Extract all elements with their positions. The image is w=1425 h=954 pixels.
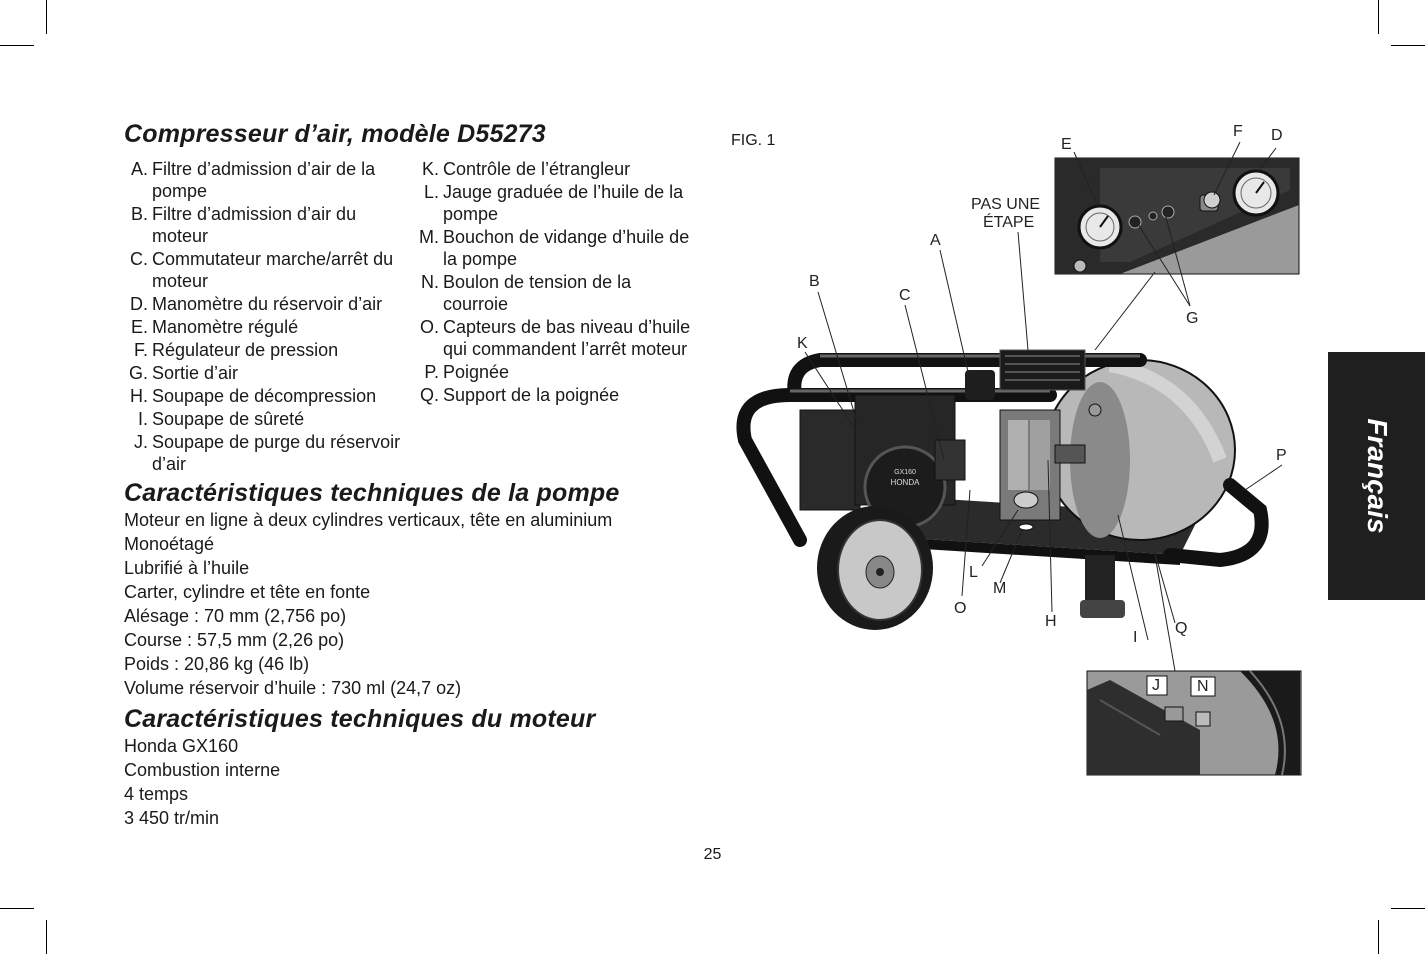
figure-label: FIG. 1: [731, 132, 776, 149]
part-text: Régulateur de pression: [152, 340, 339, 360]
callout-p: P: [1276, 447, 1287, 464]
part-letter: L.: [423, 182, 439, 202]
callout-i: I: [1133, 629, 1138, 646]
part-letter: Q.: [419, 385, 439, 405]
pump-spec-item: Alésage : 70 mm (2,756 po): [124, 606, 347, 626]
pump-spec-item: Carter, cylindre et tête en fonte: [124, 582, 371, 602]
part-letter: F.: [133, 340, 148, 360]
part-text: Sortie d’air: [152, 363, 239, 383]
part-text: Filtre d’admission d’air de la pompe: [152, 159, 376, 201]
part-text: Soupape de décompression: [152, 386, 377, 406]
part-text: Commutateur marche/arrêt du moteur: [152, 249, 394, 291]
callout-e: E: [1061, 136, 1072, 153]
pump-spec-item: Lubrifié à l’huile: [124, 558, 250, 578]
callout-o: O: [954, 600, 967, 617]
callout-k: K: [797, 335, 808, 352]
part-text: Poignée: [443, 362, 510, 382]
engine-model-text: GX160: [894, 469, 916, 476]
callout-h: H: [1045, 613, 1057, 630]
part-text: Capteurs de bas niveau d’huile qui commandent l’arrêt moteur: [443, 317, 691, 359]
callout-a: A: [930, 232, 941, 249]
part-letter: P.: [424, 362, 439, 382]
part-text: Filtre d’admission d’air du moteur: [152, 204, 357, 246]
pump-spec-item: Poids : 20,86 kg (46 lb): [124, 654, 310, 674]
part-text: Support de la poignée: [443, 385, 620, 405]
part-letter: E.: [130, 317, 148, 337]
callout-d: D: [1271, 127, 1283, 144]
part-letter: O.: [419, 317, 439, 337]
pump-spec-item: Volume réservoir d’huile : 730 ml (24,7 oz): [124, 678, 462, 698]
section-heading-pump-specs: Caractéristiques techniques de la pompe: [124, 479, 620, 507]
part-letter: A.: [130, 159, 148, 179]
callout-g: G: [1186, 310, 1199, 327]
callout-n: N: [1197, 678, 1209, 695]
language-tab-label: Français: [1361, 418, 1393, 534]
engine-spec-item: 3 450 tr/min: [124, 808, 220, 828]
callout-f: F: [1233, 123, 1243, 140]
callout-m: M: [993, 580, 1007, 597]
language-tab: [1328, 352, 1425, 600]
part-letter: H.: [130, 386, 148, 406]
part-text: Boulon de tension de la courroie: [443, 272, 632, 314]
part-text: Soupape de sûreté: [152, 409, 305, 429]
part-letter: D.: [130, 294, 148, 314]
figure-note-line1: PAS UNE: [971, 196, 1041, 213]
part-text: Soupape de purge du réservoir d’air: [152, 432, 401, 474]
engine-brand-text: HONDA: [890, 478, 920, 487]
part-letter: K.: [421, 159, 439, 179]
part-letter: N.: [421, 272, 439, 292]
callout-l: L: [969, 564, 978, 581]
part-letter: I.: [137, 409, 148, 429]
callout-q: Q: [1175, 620, 1188, 637]
part-text: Manomètre régulé: [152, 317, 299, 337]
callout-c: C: [899, 287, 911, 304]
part-text: Jauge graduée de l’huile de la pompe: [443, 182, 684, 224]
pump-spec-item: Course : 57,5 mm (2,26 po): [124, 630, 345, 650]
part-letter: C.: [130, 249, 148, 269]
part-letter: J.: [133, 432, 148, 452]
part-letter: G.: [128, 363, 148, 383]
page-number: 25: [703, 846, 722, 863]
engine-spec-item: Combustion interne: [124, 760, 281, 780]
part-text: Bouchon de vidange d’huile de la pompe: [443, 227, 690, 269]
wheel: [817, 506, 933, 630]
figure-note-line2: ÉTAPE: [983, 214, 1035, 231]
engine-spec-item: Honda GX160: [124, 736, 239, 756]
callout-b: B: [809, 273, 820, 290]
pump-spec-item: Moteur en ligne à deux cylindres verticaux, tête en aluminium: [124, 510, 613, 530]
engine-spec-item: 4 temps: [124, 784, 189, 804]
section-heading-engine-specs: Caractéristiques techniques du moteur: [124, 705, 596, 733]
pump-spec-item: Monoétagé: [124, 534, 215, 554]
section-heading-compressor: Compresseur d’air, modèle D55273: [124, 120, 546, 148]
part-text: Manomètre du réservoir d’air: [152, 294, 383, 314]
part-text: Contrôle de l’étrangleur: [443, 159, 631, 179]
inset-drain-panel: [1087, 671, 1301, 775]
callout-j: J: [1152, 677, 1160, 694]
part-letter: M.: [419, 227, 439, 247]
part-letter: B.: [130, 204, 148, 224]
